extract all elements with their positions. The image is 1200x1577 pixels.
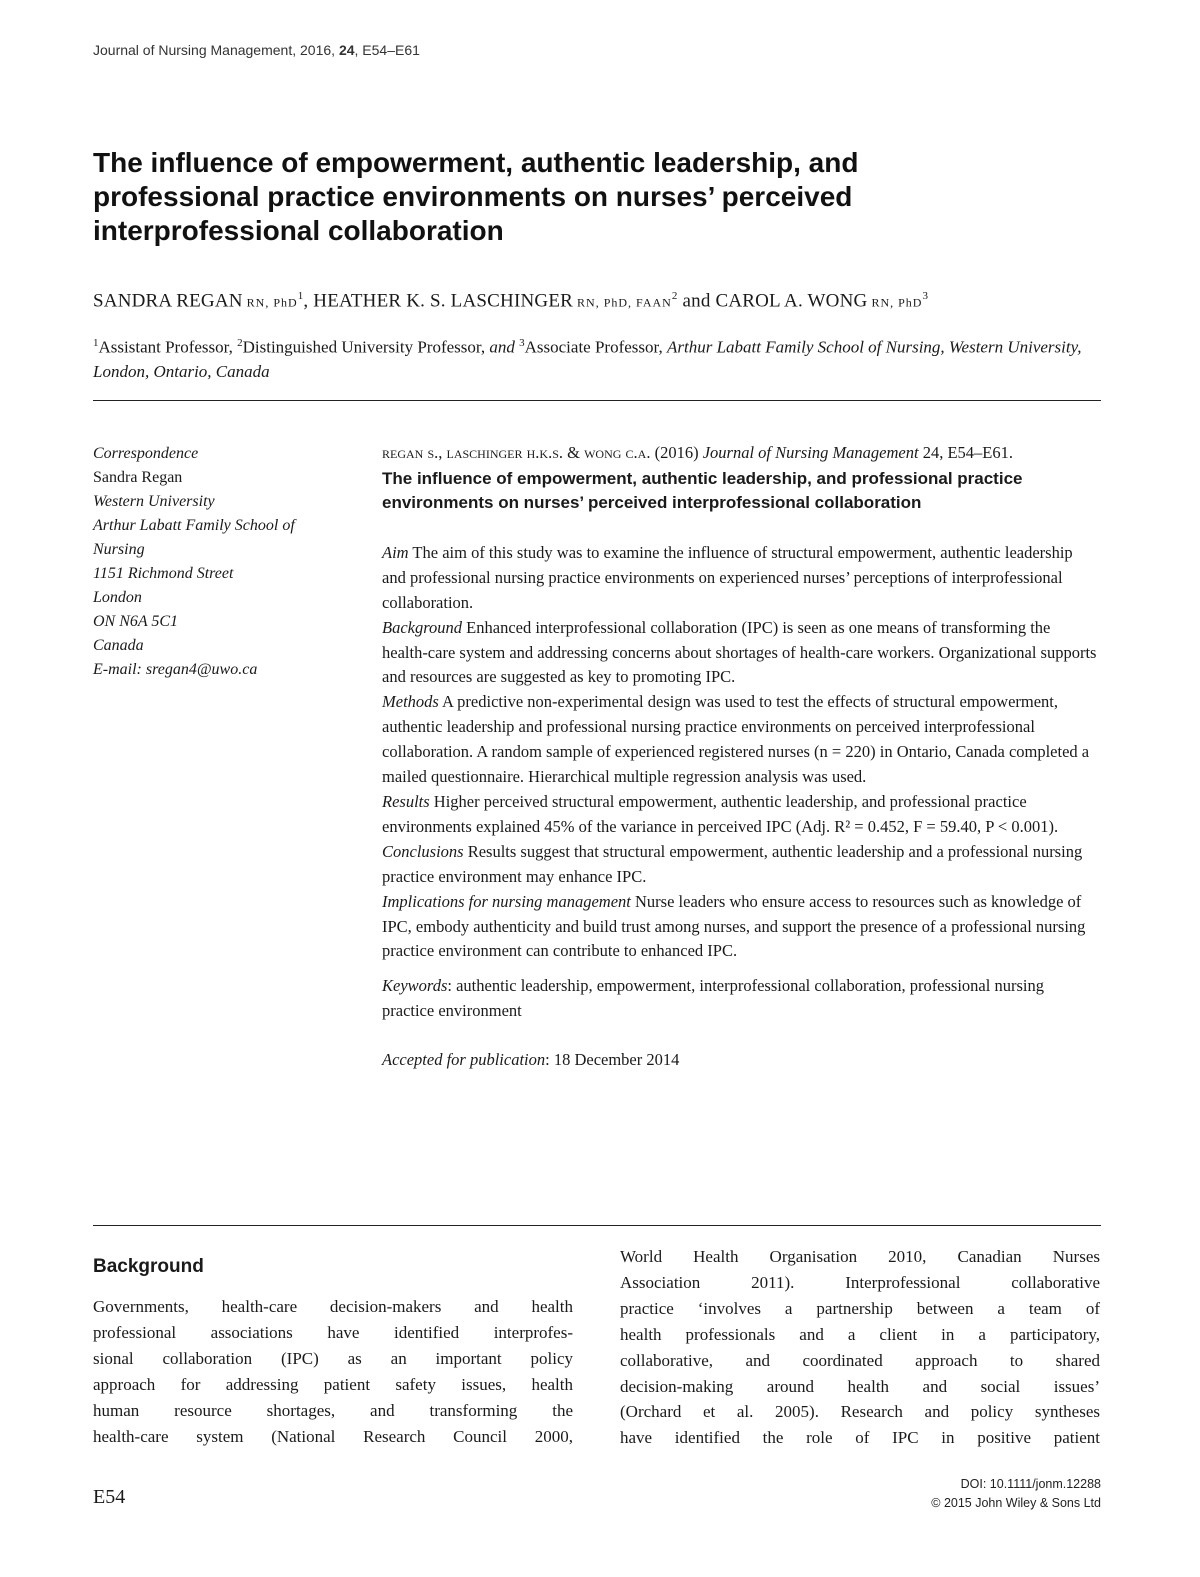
correspondence-line: Canada <box>93 637 144 654</box>
author-list <box>93 290 1103 312</box>
correspondence-line: Nursing <box>93 541 145 558</box>
body-line: sional collaboration (IPC) as an important policy <box>93 1348 573 1368</box>
author-credentials: RN, PhD, FAAN <box>573 295 672 310</box>
body-line: collaborative, and coordinated approach to shared <box>620 1350 1100 1370</box>
section-label: Conclusions <box>382 841 464 861</box>
author-name: HEATHER K. S. LASCHINGER <box>313 290 574 312</box>
affiliation-role: Distinguished University Professor, <box>242 337 490 357</box>
correspondence-line: London <box>93 589 142 606</box>
body-line: (Orchard et al. 2005). Research and policy syntheses <box>620 1402 1100 1422</box>
section-text: Enhanced interprofessional collaboration (IPC) is seen as one means of transforming the health-care system and addressing concerns about shortages of health-care workers. Organizational supports and resources are suggested as key to promoting IPC. <box>382 617 1097 687</box>
correspondence-line: Western University <box>93 493 215 510</box>
abstract-citation <box>382 441 1100 466</box>
abstract-divider <box>93 1225 1101 1226</box>
abstract-sections <box>382 541 1100 964</box>
abstract-section-conclusions <box>382 840 1100 890</box>
author-credentials: RN, PhD <box>242 295 298 310</box>
body-line: human resource shortages, and transforming the <box>93 1400 573 1420</box>
correspondence-line: ON N6A 5C1 <box>93 613 179 630</box>
abstract-section-background <box>382 616 1100 691</box>
section-text: Nurse leaders who ensure access to resources such as knowledge of IPC, embody authenticity and build trust among nurses, and support the presence of a professional nursing practice environment can contribute to enhanced IPC. <box>382 891 1086 961</box>
section-label: Methods <box>382 692 439 712</box>
body-line: have identified the role of IPC in positive patient <box>620 1428 1100 1448</box>
body-line: professional associations have identified interprofes- <box>93 1322 573 1342</box>
body-line: World Health Organisation 2010, Canadian Nurses <box>620 1247 1100 1266</box>
citation-year: (2016) <box>650 443 703 462</box>
journal-name: Journal of Nursing Management, 2016, <box>93 42 339 58</box>
abstract-section-methods <box>382 690 1100 790</box>
affiliations <box>93 331 1103 384</box>
citation-authors: regan s., laschinger h.k.s. & wong c.a. <box>382 443 651 462</box>
section-label: Background <box>382 617 463 637</box>
author-affiliation-mark: 1 <box>297 290 304 302</box>
journal-header <box>93 42 420 58</box>
accepted-label: Accepted for publication <box>382 1050 546 1070</box>
header-divider <box>93 400 1101 401</box>
section-label: Implications for nursing management <box>382 891 631 911</box>
section-text: Results suggest that structural empowerment, authentic leadership and a professional nursing practice environment may enhance IPC. <box>382 841 1083 886</box>
correspondence-email[interactable]: E-mail: sregan4@uwo.ca <box>93 661 258 678</box>
abstract-section-implications <box>382 890 1100 965</box>
affiliation-role: Associate Professor, <box>524 337 667 357</box>
abstract-title: The influence of empowerment, authentic leadership, and professional practice environments on nurses’ perceived interprofessional collaboration <box>382 468 1023 512</box>
citation-journal: Journal of Nursing Management <box>702 443 919 462</box>
page-number: E54 <box>93 1486 126 1508</box>
correspondence-line: Arthur Labatt Family School of <box>93 517 295 534</box>
body-line: approach for addressing patient safety issues, health <box>93 1374 573 1394</box>
footer-info <box>931 1475 1101 1513</box>
body-line: health professionals and a client in a participatory, <box>620 1324 1100 1344</box>
section-label: Aim <box>382 542 409 562</box>
section-text: A predictive non-experimental design was used to test the effects of structural empowerment, authentic leadership and professional nursing practice environments on perceived interprofessional collaboration. A random sample of experienced registered nurses (n = 220) in Ontario, Canada completed a mailed questionnaire. Hierarchical multiple regression analysis was used. <box>382 692 1090 787</box>
journal-volume: 24 <box>338 42 355 58</box>
correspondence-label: Correspondence <box>93 445 199 462</box>
correspondence-block <box>93 442 363 682</box>
section-text: Higher perceived structural empowerment, authentic leadership, and professional practice environments explained 45% of the variance in perceived IPC (Adj. R² = 0.452, F = 59.40, P < 0.001). <box>382 791 1059 836</box>
author-name: CAROL A. WONG <box>715 290 868 312</box>
keywords <box>382 974 1100 1024</box>
section-text: The aim of this study was to examine the influence of structural empowerment, authentic leadership and professional nursing practice environments on experienced nurses’ perceptions of interprofessional collaboration. <box>382 542 1073 612</box>
body-column-right <box>620 1244 1100 1451</box>
body-line: health-care system (National Research Council 2000, <box>93 1426 573 1446</box>
accepted-date <box>382 1048 1100 1073</box>
journal-pages: , E54–E61 <box>354 42 420 58</box>
body-column-left <box>93 1256 573 1449</box>
abstract <box>382 441 1100 1073</box>
affiliation-conjunction: and <box>489 337 520 357</box>
author-credentials: RN, PhD <box>867 295 923 310</box>
keywords-list: : authentic leadership, empowerment, interprofessional collaboration, professional nursing practice environment <box>382 976 1044 1021</box>
body-line: Association 2011). Interprofessional collaborative <box>620 1272 1100 1292</box>
citation-volume: 24, E54–E61. <box>918 443 1014 462</box>
author-affiliation-mark: 2 <box>671 290 678 302</box>
correspondence-line: 1151 Richmond Street <box>93 565 234 582</box>
body-line: decision-making around health and social issues’ <box>620 1376 1100 1396</box>
correspondence-name: Sandra Regan <box>93 469 183 486</box>
abstract-section-results <box>382 790 1100 840</box>
affiliation-mark: 2 <box>237 337 243 349</box>
body-paragraph <box>93 1294 573 1449</box>
author-affiliation-mark: 3 <box>922 290 929 302</box>
affiliation-mark: 1 <box>93 337 99 349</box>
section-label: Results <box>382 791 430 811</box>
section-heading-background: Background <box>93 1256 204 1277</box>
abstract-section-aim <box>382 541 1100 616</box>
body-line: Governments, health-care decision-makers and health <box>93 1297 573 1316</box>
affiliation-mark: 3 <box>519 337 525 349</box>
keywords-label: Keywords <box>382 976 448 996</box>
affiliation-role: Assistant Professor, <box>98 337 238 357</box>
accepted-value: : 18 December 2014 <box>545 1050 680 1070</box>
author-separator: , <box>303 290 314 312</box>
affiliation-institution: Arthur Labatt Family School of Nursing, Western University, London, Ontario, Canada <box>93 337 1082 381</box>
author-name: SANDRA REGAN <box>93 290 243 312</box>
doi-link[interactable]: DOI: 10.1111/jonm.12288 <box>960 1477 1101 1491</box>
author-separator: and <box>677 290 716 312</box>
copyright: © 2015 John Wiley & Sons Ltd <box>931 1496 1101 1510</box>
article-title: The influence of empowerment, authentic leadership, and professional practice environments on nurses’ perceived interprofessional collaboration <box>93 147 859 246</box>
body-line: practice ‘involves a partnership between a team of <box>620 1298 1100 1318</box>
